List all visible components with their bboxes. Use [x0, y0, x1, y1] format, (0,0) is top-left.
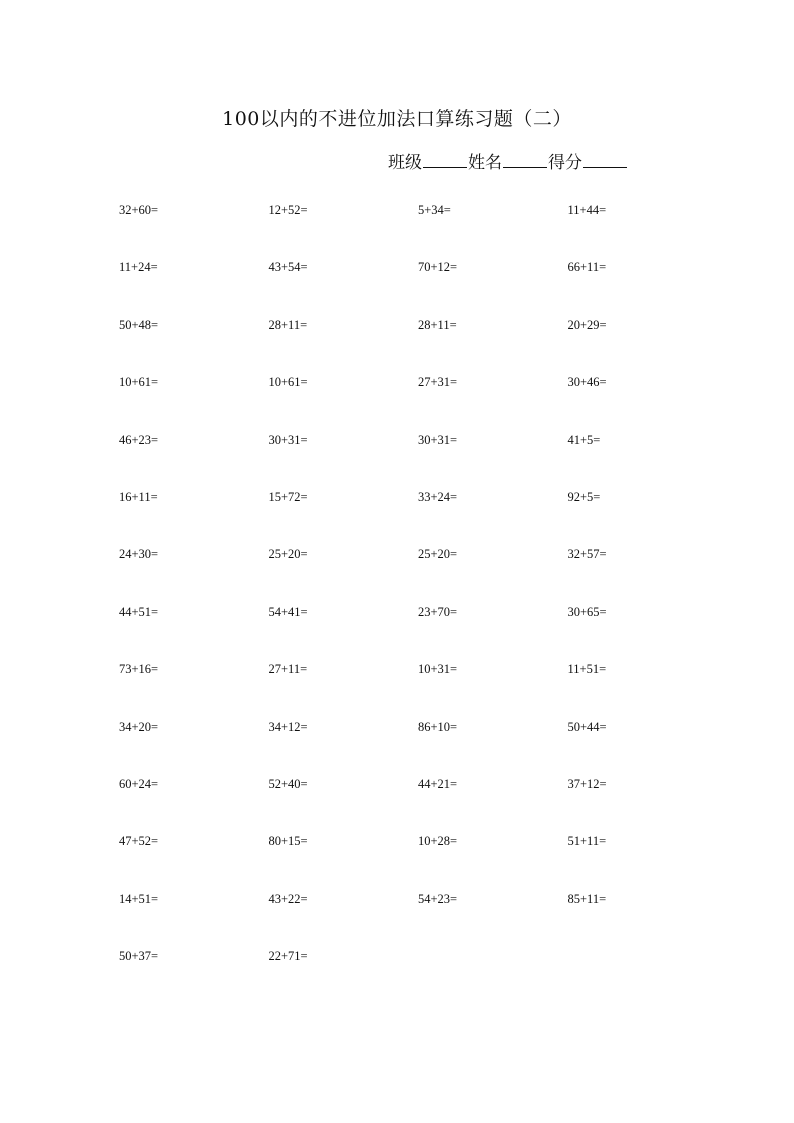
problem-item: 10+28= [418, 834, 458, 849]
problem-item: 24+30= [119, 547, 159, 562]
problem-row [119, 490, 719, 547]
problem-item: 30+31= [418, 432, 458, 447]
problem-item: 30+65= [567, 604, 607, 619]
problem-row [119, 662, 719, 719]
problem-item: 43+22= [268, 891, 308, 906]
score-label: 得分 [548, 153, 582, 173]
problem-item: 28+11= [268, 317, 308, 332]
student-info-line [388, 148, 628, 173]
problem-row [119, 547, 719, 604]
problem-item: 10+31= [418, 662, 458, 677]
problem-item: 46+23= [119, 432, 159, 447]
problem-item: 20+29= [567, 317, 607, 332]
problem-item: 16+11= [119, 489, 158, 504]
problem-row [119, 777, 719, 834]
problem-item: 34+12= [268, 719, 308, 734]
problem-item: 50+37= [119, 949, 159, 964]
problem-item: 11+24= [119, 260, 158, 275]
problem-item: 10+61= [268, 375, 308, 390]
problem-row [119, 433, 719, 490]
problem-item: 50+44= [567, 719, 607, 734]
class-blank[interactable] [423, 151, 467, 168]
problem-row [119, 605, 719, 662]
problem-row [119, 949, 719, 1006]
problem-item: 92+5= [567, 489, 601, 504]
problem-item: 73+16= [119, 662, 159, 677]
problem-row [119, 375, 719, 432]
problem-row [119, 720, 719, 777]
problem-item: 11+44= [567, 203, 607, 217]
problem-item: 28+11= [418, 317, 457, 332]
problem-item: 12+52= [268, 203, 308, 217]
problem-item: 22+71= [268, 949, 308, 964]
problem-item: 54+23= [418, 891, 458, 906]
problem-row [119, 260, 719, 317]
problem-item: 14+51= [119, 891, 159, 906]
problem-item: 25+20= [268, 547, 308, 562]
problem-item: 27+11= [268, 662, 308, 677]
problem-item: 52+40= [268, 776, 308, 791]
problem-item: 27+31= [418, 375, 458, 390]
name-label: 姓名 [468, 153, 502, 173]
class-label: 班级 [388, 153, 422, 173]
problem-item: 47+52= [119, 834, 159, 849]
page-title: 100以内的不进位加法口算练习题（二） [222, 108, 572, 130]
score-blank[interactable] [583, 151, 627, 168]
problem-item: 33+24= [418, 489, 458, 504]
problem-item: 60+24= [119, 776, 159, 791]
problem-item: 85+11= [567, 891, 607, 906]
problem-item: 50+48= [119, 317, 159, 332]
problem-item: 86+10= [418, 719, 458, 734]
problem-item: 25+20= [418, 547, 458, 562]
problem-item: 70+12= [418, 260, 458, 275]
problem-item: 10+61= [119, 375, 159, 390]
problem-item: 30+46= [567, 375, 607, 390]
problem-item: 32+57= [567, 547, 607, 562]
problem-item: 66+11= [567, 260, 607, 275]
problem-item: 23+70= [418, 604, 458, 619]
problem-row [119, 892, 719, 949]
problem-item: 43+54= [268, 260, 308, 275]
problem-row [119, 834, 719, 891]
problem-item: 11+51= [567, 662, 607, 677]
problem-item: 15+72= [268, 489, 308, 504]
problem-item: 34+20= [119, 719, 159, 734]
problem-item: 5+34= [418, 203, 451, 217]
problem-item: 80+15= [268, 834, 308, 849]
problem-grid [119, 203, 719, 1006]
name-blank[interactable] [503, 151, 547, 168]
problem-item: 54+41= [268, 604, 308, 619]
problem-item: 41+5= [567, 432, 601, 447]
problem-item: 51+11= [567, 834, 607, 849]
problem-item: 37+12= [567, 776, 607, 791]
problem-item: 44+21= [418, 776, 458, 791]
problem-row [119, 203, 719, 260]
problem-item: 30+31= [268, 432, 308, 447]
problem-item: 44+51= [119, 604, 159, 619]
problem-row [119, 318, 719, 375]
problem-item: 32+60= [119, 203, 159, 217]
